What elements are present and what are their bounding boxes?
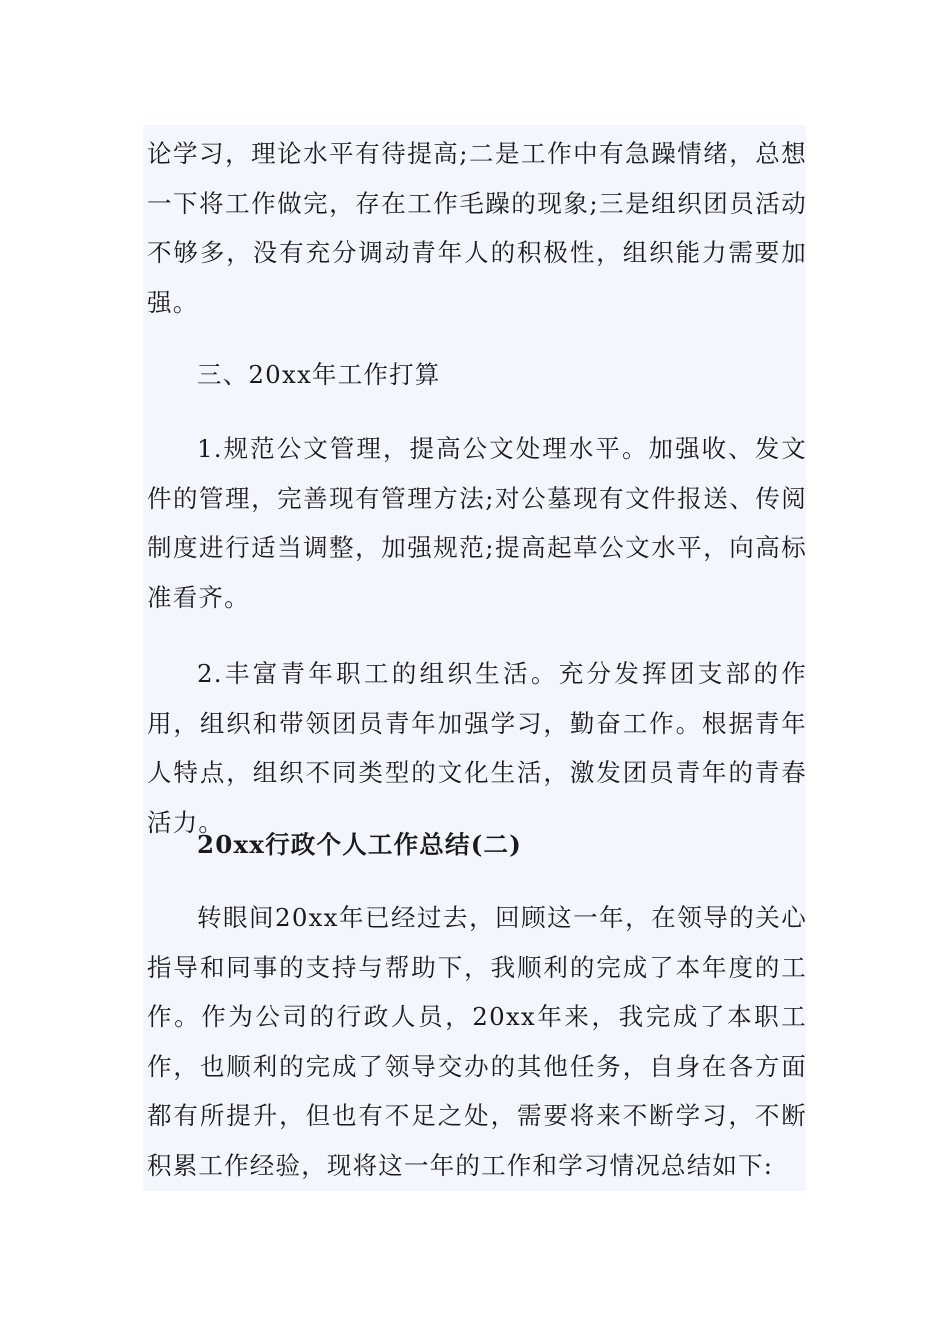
paragraph-summary-intro: 转眼间20xx年已经过去，回顾这一年，在领导的关心指导和同事的支持与帮助下，我顺利的完成了本年度的工作。作为公司的行政人员，20xx年来，我完成了本职工作，也顺利的完成了领导交办的其他任务，自身在各方面都有所提升，但也有不足之处，需要将来不断学习，不断积累工作经验，现将这一年的工作和学习情况总结如下: — [147, 903, 807, 1180]
paragraph-plan-item-2: 2.丰富青年职工的组织生活。充分发挥团支部的作用，组织和带领团员青年加强学习，勤奋工作。根据青年人特点，组织不同类型的文化生活，激发团员青年的青春活力。 — [147, 659, 807, 837]
paragraph-plan-item-1: 1.规范公文管理，提高公文处理水平。加强收、发文件的管理，完善现有管理方法;对公墓现有文件报送、传阅制度进行适当调整，加强规范;提高起草公文水平，向高标准看齐。 — [147, 434, 807, 612]
document-page — [143, 125, 806, 1191]
document-subtitle: 20xx行政个人工作总结(二) — [197, 830, 522, 859]
paragraph-self-assessment: 论学习，理论水平有待提高;二是工作中有急躁情绪，总想一下将工作做完，存在工作毛躁的现象;三是组织团员活动不够多，没有充分调动青年人的积极性，组织能力需要加强。 — [147, 139, 807, 317]
section-heading-plan: 三、20xx年工作打算 — [197, 360, 441, 389]
